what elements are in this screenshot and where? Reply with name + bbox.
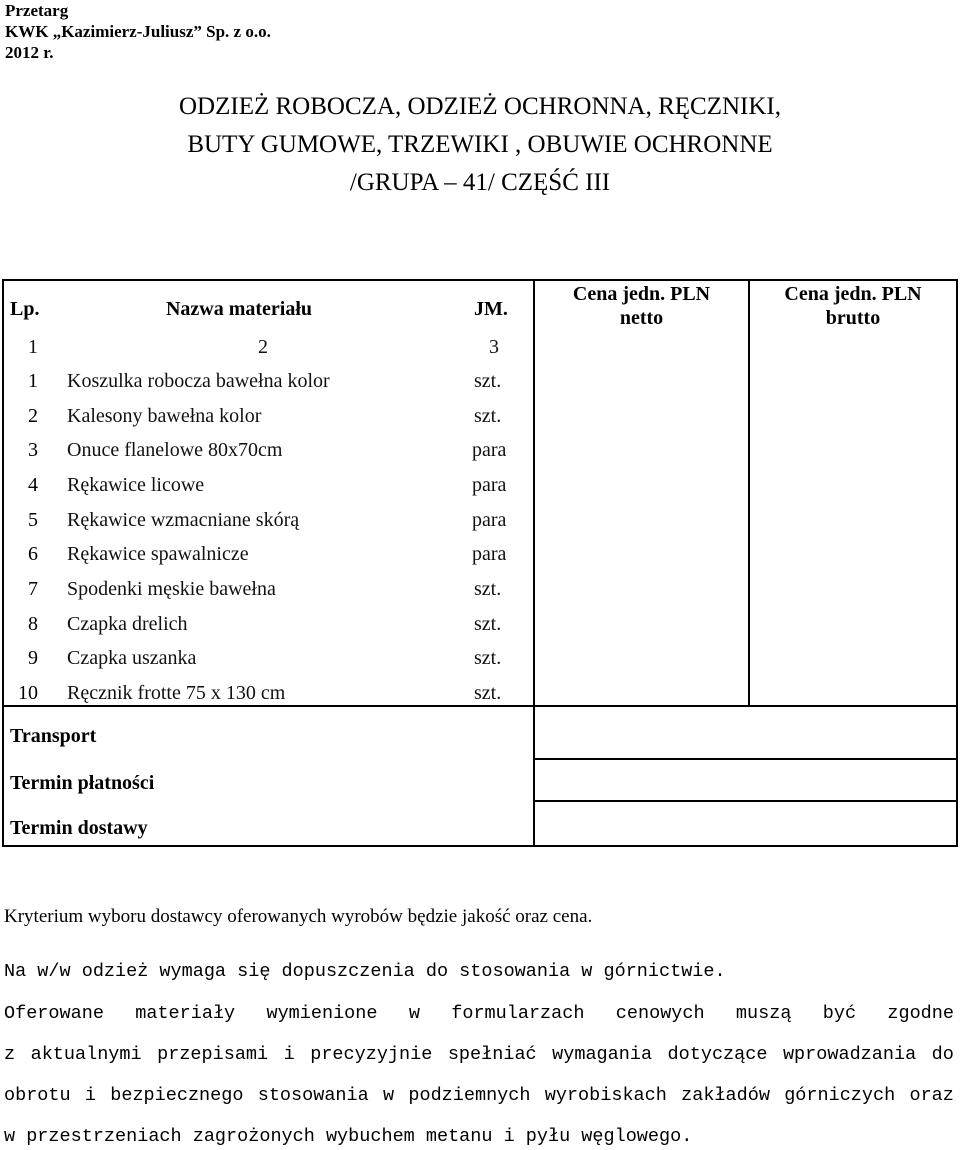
compliance-word: być bbox=[822, 1003, 857, 1024]
numbering-1: 1 bbox=[28, 336, 38, 358]
compliance-word: górniczych bbox=[784, 1085, 896, 1106]
compliance-word: zakładów bbox=[681, 1085, 770, 1106]
row-name: Spodenki męskie bawełna bbox=[67, 578, 276, 600]
compliance-line-2 bbox=[4, 1043, 954, 1067]
compliance-word: i bbox=[84, 1085, 96, 1106]
compliance-line-3 bbox=[4, 1084, 954, 1108]
row-unit: szt. bbox=[474, 647, 502, 669]
compliance-word: w bbox=[383, 1085, 395, 1106]
compliance-word: wprowadzania bbox=[782, 1044, 917, 1065]
delivery-term-label: Termin dostawy bbox=[10, 817, 148, 839]
col-header-lp: Lp. bbox=[10, 298, 40, 320]
compliance-word: spełniać bbox=[447, 1044, 537, 1065]
row-unit: szt. bbox=[474, 682, 502, 704]
compliance-word: bezpiecznego bbox=[110, 1085, 244, 1106]
compliance-word: cenowych bbox=[615, 1003, 705, 1024]
compliance-word: zgodne bbox=[887, 1003, 954, 1024]
row-lp: 1 bbox=[28, 370, 38, 392]
row-unit: para bbox=[472, 474, 507, 496]
compliance-word: wyrobiskach bbox=[544, 1085, 667, 1106]
row-lp: 8 bbox=[28, 613, 38, 635]
row-unit: szt. bbox=[474, 578, 502, 600]
row-name: Kalesony bawełna kolor bbox=[67, 405, 262, 427]
col-header-net: Cena jedn. PLN netto bbox=[572, 283, 711, 329]
col-header-name: Nazwa materiału bbox=[165, 298, 313, 320]
row-lp: 3 bbox=[28, 439, 38, 461]
header-tender: Przetarg bbox=[5, 1, 69, 20]
price-table bbox=[2, 279, 958, 847]
compliance-word: wymienione bbox=[266, 1003, 378, 1024]
compliance-word: muszą bbox=[735, 1003, 792, 1024]
row-name: Ręcznik frotte 75 x 130 cm bbox=[67, 682, 286, 704]
row-unit: szt. bbox=[474, 405, 502, 427]
compliance-word: formularzach bbox=[451, 1003, 585, 1024]
compliance-word: precyzyjnie bbox=[310, 1044, 433, 1065]
row-name: Czapka drelich bbox=[67, 613, 188, 635]
row-lp: 6 bbox=[28, 543, 38, 565]
row-lp: 5 bbox=[28, 509, 38, 531]
row-unit: para bbox=[472, 439, 507, 461]
compliance-word: Oferowane bbox=[4, 1003, 104, 1024]
compliance-word: i bbox=[283, 1044, 295, 1065]
row-lp: 2 bbox=[28, 405, 38, 427]
mining-approval-note: Na w/w odzież wymaga się dopuszczenia do stosowania w górnictwie. bbox=[4, 961, 726, 982]
compliance-word: z bbox=[4, 1044, 16, 1065]
numbering-3: 3 bbox=[489, 336, 499, 358]
row-lp: 4 bbox=[28, 474, 38, 496]
col-header-unit: JM. bbox=[474, 298, 508, 320]
document-title bbox=[0, 88, 960, 202]
row-name: Czapka uszanka bbox=[67, 647, 197, 669]
compliance-word: dotyczące bbox=[667, 1044, 768, 1065]
compliance-word: przepisami bbox=[157, 1044, 269, 1065]
row-name: Rękawice spawalnicze bbox=[67, 543, 249, 565]
row-name: Rękawice licowe bbox=[67, 474, 205, 496]
row-name: Koszulka robocza bawełna kolor bbox=[67, 370, 330, 392]
header-year: 2012 r. bbox=[5, 43, 54, 62]
compliance-line-4: w przestrzeniach zagrożonych wybuchem metanu i pyłu węglowego. bbox=[4, 1126, 693, 1147]
compliance-word: materiały bbox=[135, 1003, 236, 1024]
row-unit: para bbox=[472, 543, 507, 565]
compliance-word: oraz bbox=[909, 1085, 954, 1106]
row-lp: 9 bbox=[28, 647, 38, 669]
title-line-2: BUTY GUMOWE, TRZEWIKI , OBUWIE OCHRONNE bbox=[187, 131, 773, 158]
row-unit: para bbox=[472, 509, 507, 531]
payment-term-label: Termin płatności bbox=[10, 772, 155, 794]
transport-label: Transport bbox=[10, 725, 97, 747]
criterion-note: Kryterium wyboru dostawcy oferowanych wyrobów będzie jakość oraz cena. bbox=[4, 906, 593, 927]
document-header bbox=[5, 0, 271, 63]
row-name: Onuce flanelowe 80x70cm bbox=[67, 439, 283, 461]
row-unit: szt. bbox=[474, 613, 502, 635]
numbering-2: 2 bbox=[258, 336, 268, 358]
compliance-line-1 bbox=[4, 1002, 954, 1026]
row-name: Rękawice wzmacniane skórą bbox=[67, 509, 300, 531]
row-unit: szt. bbox=[474, 370, 502, 392]
header-company: KWK „Kazimierz-Juliusz” Sp. z o.o. bbox=[5, 22, 271, 41]
col-header-gross: Cena jedn. PLN brutto bbox=[784, 283, 922, 329]
compliance-word: aktualnymi bbox=[30, 1044, 142, 1065]
compliance-word: do bbox=[931, 1044, 954, 1065]
compliance-word: obrotu bbox=[4, 1085, 71, 1106]
compliance-word: w bbox=[408, 1003, 420, 1024]
title-line-3: /GRUPA – 41/ CZĘŚĆ III bbox=[349, 169, 611, 196]
compliance-word: stosowania bbox=[257, 1085, 369, 1106]
title-line-1: ODZIEŻ ROBOCZA, ODZIEŻ OCHRONNA, RĘCZNIKI, bbox=[178, 93, 782, 120]
compliance-word: podziemnych bbox=[408, 1085, 531, 1106]
row-lp: 7 bbox=[28, 578, 38, 600]
row-lp: 10 bbox=[18, 682, 38, 704]
compliance-word: wymagania bbox=[552, 1044, 653, 1065]
